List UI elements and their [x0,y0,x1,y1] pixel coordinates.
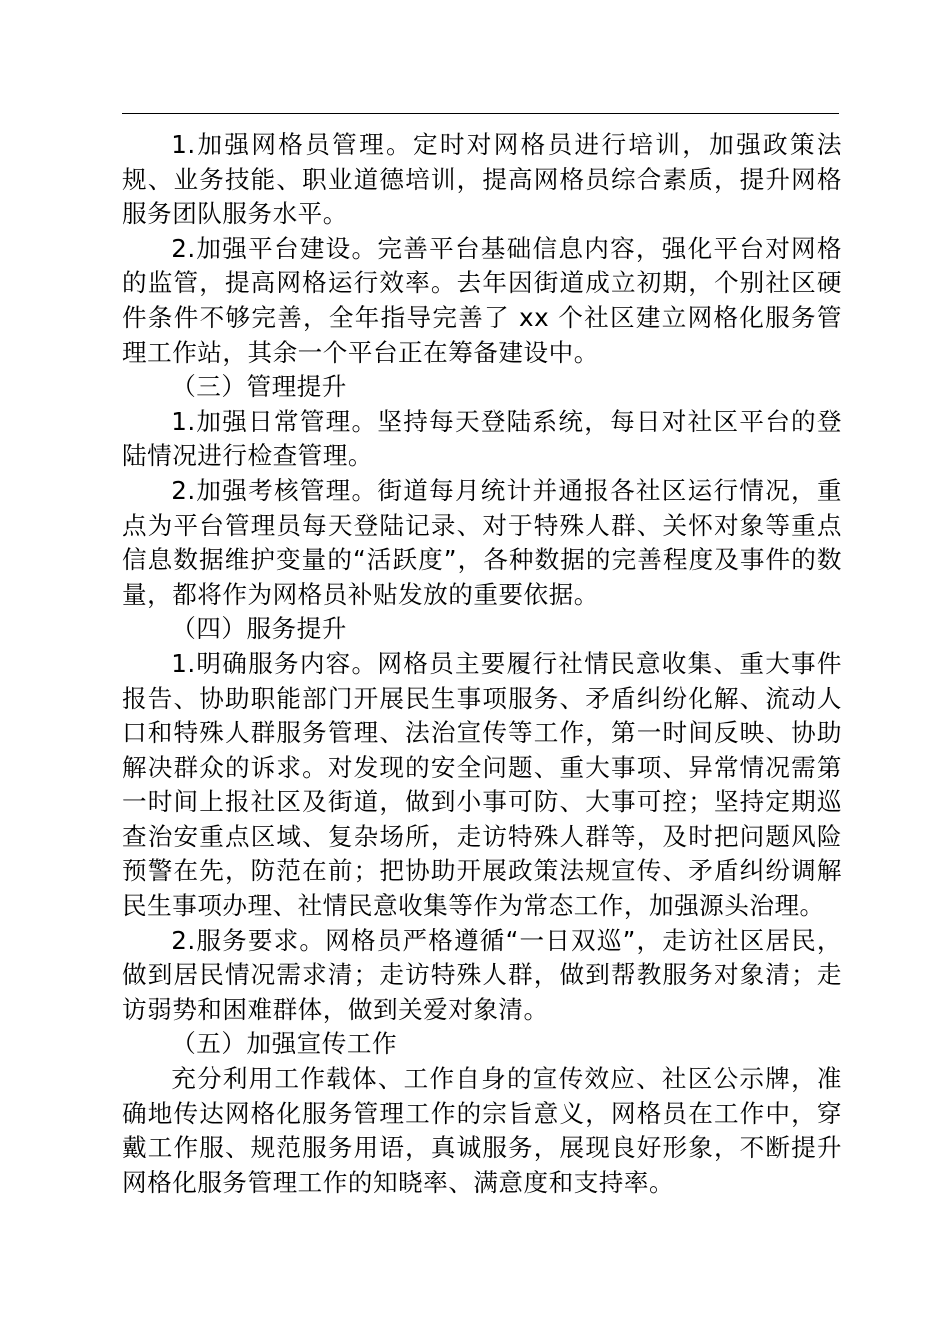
section-heading-publicity: （五）加强宣传工作 [171,1029,398,1059]
paragraph-assessment-management: 2.加强考核管理。街道每月统计并通报各社区运行情况，重点为平台管理员每天登陆记录、对于特殊人群、关怀对象等重点信息数据维护变量的“活跃度”，各种数据的完善程度及事件的数量，都将作为网格员补贴发放的重要依据。 [122,475,842,609]
paragraph-publicity-work: 充分利用工作载体、工作自身的宣传效应、社区公示牌，准确地传达网格化服务管理工作的宗旨意义，网格员在工作中，穿戴工作服、规范服务用语，真诚服务，展现良好形象，不断提升网格化服务管理工作的知晓率、满意度和支持率。 [122,1064,842,1197]
paragraph-service-content: 1.明确服务内容。网格员主要履行社情民意收集、重大事件报告、协助职能部门开展民生事项服务、矛盾纠纷化解、流动人口和特殊人群服务管理、法治宣传等工作，第一时间反映、协助解决群众的诉求。对发现的安全问题、重大事项、异常情况需第一时间上报社区及街道，做到小事可防、大事可控；坚持定期巡查治安重点区域、复杂场所，走访特殊人群等，及时把问题风险预警在先，防范在前；把协助开展政策法规宣传、矛盾纠纷调解民生事项办理、社情民意收集等作为常态工作，加强源头治理。 [122,648,842,921]
header-rule [122,113,839,114]
paragraph-platform-construction: 2.加强平台建设。完善平台基础信息内容，强化平台对网格的监管，提高网格运行效率。去年因街道成立初期，个别社区硬件条件不够完善，全年指导完善了 xx 个社区建立网格化服务管理工作站，其余一个平台正在筹备建设中。 [122,233,842,367]
paragraph-service-requirements: 2.服务要求。网格员严格遵循“一日双巡”，走访社区居民，做到居民情况需求清；走访特殊人群，做到帮教服务对象清；走访弱势和困难群体，做到关爱对象清。 [122,925,842,1024]
paragraph-grid-staff-management: 1.加强网格员管理。定时对网格员进行培训，加强政策法规、业务技能、职业道德培训，提高网格员综合素质，提升网格服务团队服务水平。 [122,130,842,229]
section-heading-service: （四）服务提升 [171,614,347,644]
document-body [122,128,842,1200]
paragraph-daily-management: 1.加强日常管理。坚持每天登陆系统，每日对社区平台的登陆情况进行检查管理。 [122,406,842,471]
section-heading-management: （三）管理提升 [171,372,347,402]
